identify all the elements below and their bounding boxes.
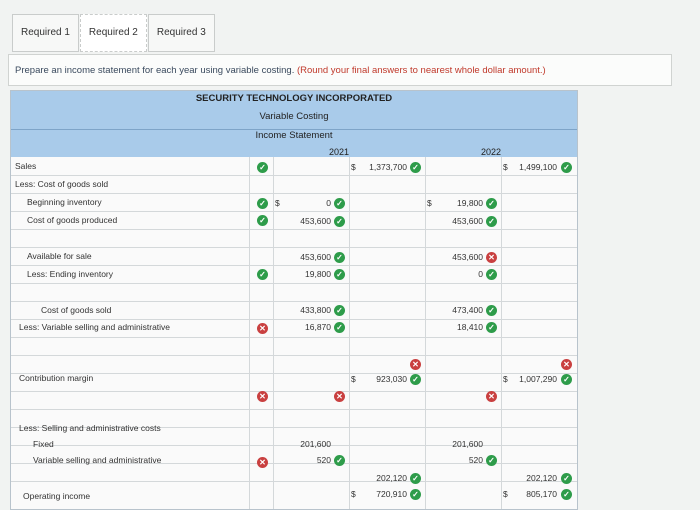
x-circle-icon: ✕ [561, 359, 572, 370]
company-name: SECURITY TECHNOLOGY INCORPORATED [195, 93, 393, 104]
check-circle-icon: ✓ [334, 305, 345, 316]
instruction-text: Prepare an income statement for each year using variable costing. [15, 65, 295, 76]
row-label-less-var-sga[interactable]: Less: Variable selling and administrative [19, 322, 171, 332]
currency-symbol: $ [351, 489, 356, 499]
value-2021-sales[interactable]: 1,373,700 [369, 162, 407, 172]
value-2021-total-sga[interactable]: 202,120 [376, 473, 407, 483]
check-circle-icon: ✓ [410, 374, 421, 385]
value-2022-var-sga[interactable]: 18,410 [457, 322, 483, 332]
x-circle-icon: ✕ [486, 391, 497, 402]
check-circle-icon: ✓ [334, 322, 345, 333]
check-circle-icon: ✓ [561, 473, 572, 484]
income-statement-panel [10, 90, 578, 510]
check-circle-icon: ✓ [561, 489, 572, 500]
check-circle-icon: ✓ [334, 252, 345, 263]
instruction-note: (Round your final answers to nearest whole dollar amount.) [297, 65, 546, 76]
row-label-variable-sga[interactable]: Variable selling and administrative [33, 455, 162, 465]
currency-symbol: $ [503, 374, 508, 384]
row-label-cogs[interactable]: Cost of goods sold [41, 305, 112, 315]
check-circle-icon: ✓ [561, 162, 572, 173]
value-2022-cogs[interactable]: 473,400 [452, 305, 483, 315]
value-2021-contribution[interactable]: 923,030 [376, 374, 407, 384]
check-circle-icon: ✓ [486, 305, 497, 316]
x-circle-icon: ✕ [257, 457, 268, 468]
value-2022-available[interactable]: 453,600 [452, 252, 483, 262]
row-label-contribution[interactable]: Contribution margin [19, 373, 94, 383]
value-2022-beginning-inventory[interactable]: 19,800 [457, 198, 483, 208]
check-circle-icon: ✓ [410, 489, 421, 500]
tab-required-1[interactable]: Required 1 [12, 14, 79, 52]
currency-symbol: $ [503, 162, 508, 172]
value-2022-total-sga[interactable]: 202,120 [526, 473, 557, 483]
check-circle-icon: ✓ [486, 455, 497, 466]
statement-header [11, 91, 577, 157]
row-label-operating-income[interactable]: Operating income [23, 491, 91, 501]
tab-required-2[interactable]: Required 2 [80, 14, 147, 52]
tab-required-3[interactable]: Required 3 [148, 14, 215, 52]
check-circle-icon: ✓ [334, 198, 345, 209]
value-2022-sales[interactable]: 1,499,100 [519, 162, 557, 172]
check-circle-icon: ✓ [334, 269, 345, 280]
currency-symbol: $ [275, 198, 280, 208]
check-circle-icon: ✓ [257, 162, 268, 173]
check-circle-icon: ✓ [257, 198, 268, 209]
check-circle-icon: ✓ [486, 322, 497, 333]
row-label-cost-produced[interactable]: Cost of goods produced [27, 215, 118, 225]
statement-title: Income Statement [11, 129, 577, 141]
check-circle-icon: ✓ [561, 374, 572, 385]
check-circle-icon: ✓ [486, 216, 497, 227]
check-circle-icon: ✓ [257, 215, 268, 226]
check-circle-icon: ✓ [410, 162, 421, 173]
value-2021-variable-sga[interactable]: 520 [316, 455, 331, 465]
value-2021-cost-produced[interactable]: 453,600 [300, 216, 331, 226]
row-label-less-sga[interactable]: Less: Selling and administrative costs [19, 423, 161, 433]
check-circle-icon: ✓ [334, 455, 345, 466]
currency-symbol: $ [427, 198, 432, 208]
value-2022-operating-income[interactable]: 805,170 [526, 489, 557, 499]
check-circle-icon: ✓ [410, 473, 421, 484]
value-2021-var-sga[interactable]: 16,870 [305, 322, 331, 332]
costing-method: Variable Costing [259, 111, 329, 122]
row-label-sales[interactable]: Sales [15, 161, 37, 171]
value-2022-variable-sga[interactable]: 520 [468, 455, 483, 465]
year-2022-header: 2022 [481, 147, 502, 157]
currency-symbol: $ [351, 162, 356, 172]
x-circle-icon: ✕ [257, 391, 268, 402]
check-circle-icon: ✓ [334, 216, 345, 227]
x-circle-icon: ✕ [334, 391, 345, 402]
check-circle-icon: ✓ [257, 269, 268, 280]
value-2022-contribution[interactable]: 1,007,290 [519, 374, 557, 384]
check-circle-icon: ✓ [486, 269, 497, 280]
x-circle-icon: ✕ [257, 323, 268, 334]
value-2021-cogs[interactable]: 433,800 [300, 305, 331, 315]
value-2021-fixed[interactable]: 201,600 [300, 439, 331, 449]
row-label-fixed[interactable]: Fixed [33, 439, 54, 449]
tab-bar [12, 14, 216, 52]
row-label-beginning-inventory[interactable]: Beginning inventory [27, 197, 102, 207]
x-circle-icon: ✕ [486, 252, 497, 263]
year-2021-header: 2021 [329, 147, 350, 157]
value-2021-ending-inventory[interactable]: 19,800 [305, 269, 331, 279]
row-label-less-ending[interactable]: Less: Ending inventory [27, 269, 113, 279]
instruction-bar [8, 54, 672, 86]
row-label-less-cogs[interactable]: Less: Cost of goods sold [15, 179, 109, 189]
value-2022-ending-inventory[interactable]: 0 [478, 269, 483, 279]
currency-symbol: $ [351, 374, 356, 384]
currency-symbol: $ [503, 489, 508, 499]
value-2022-fixed[interactable]: 201,600 [452, 439, 483, 449]
value-2021-operating-income[interactable]: 720,910 [376, 489, 407, 499]
x-circle-icon: ✕ [410, 359, 421, 370]
value-2021-beginning-inventory[interactable]: 0 [326, 198, 331, 208]
value-2022-cost-produced[interactable]: 453,600 [452, 216, 483, 226]
check-circle-icon: ✓ [486, 198, 497, 209]
row-label-available[interactable]: Available for sale [27, 251, 92, 261]
value-2021-available[interactable]: 453,600 [300, 252, 331, 262]
